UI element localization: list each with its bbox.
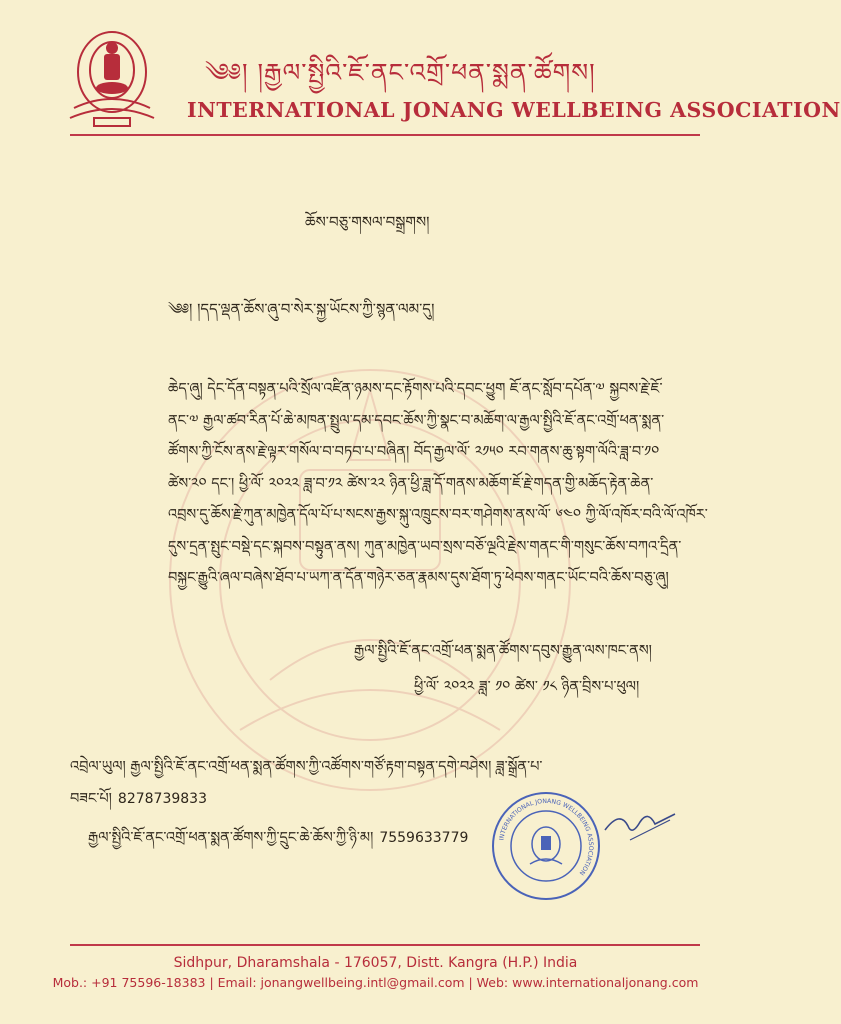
contact-line	[70, 782, 207, 823]
contact-line: འབྲེལ་ཡུལ། རྒྱལ་སྤྱིའི་ཇོ་ནང་འགྲོ་ཕན་སྨན་ཚོགས་ཀྱི་འཚོགས་གཙོ་རྟག་བསྟན་དགེ་བཤེས། ཟླ་སྒྲོན་པ་	[70, 759, 543, 775]
contact-line	[88, 821, 468, 862]
footer-contact: Mob.: +91 75596-18383 | Email: jonangwellbeing.intl@gmail.com | Web: www.internationaljonang.com	[52, 975, 699, 990]
signature-organization: རྒྱལ་སྤྱིའི་ཇོ་ནང་འགྲོ་ཕན་སྨན་ཚོགས་དབུས་རྒྱུན་ལས་ཁང་ནས།	[354, 643, 652, 659]
body-line: དུས་དྲན་སྤུང་བསྡེ་དང་སྐབས་བསྟུན་ནས། ཀུན་མཁྱེན་ཡབ་སྲས་བཅོ་ལྔའི་རྗེས་གནང་གི་གསུང་ཆོས་བཀའ་དྲིན་	[168, 538, 682, 555]
org-name-tibetan: ༄༅། །རྒྱལ་སྤྱིའི་ཇོ་ནང་འགྲོ་ཕན་སྨན་ཚོགས།	[205, 58, 596, 87]
signature-scribble	[600, 800, 680, 850]
letter-body	[168, 374, 728, 595]
body-line: ནང་༧ རྒྱལ་ཚབ་རིན་པོ་ཆེ་མཁན་སྤྲུལ་དམ་དབང་ཆོས་ཀྱི་སྣང་བ་མཆོག་ལ་རྒྱལ་སྤྱིའི་ཇོ་ནང་འགྲོ་ཕན་སྨན་	[168, 412, 665, 429]
official-stamp	[490, 790, 602, 902]
body-line: ཆེད་ཞུ། དེང་དོན་བསྟན་པའི་སྲོལ་འཛིན་ཉམས་དང་རྟོགས་པའི་དབང་ཕྱུག ཇོ་ནང་སློབ་དཔོན་༧ སྐྱབས་རྗེ་ཇོ་	[168, 381, 663, 397]
signature-date: ཕྱི་ལོ་ ༢༠༢༢ ཟླ་ ༡༠ ཚེས་ ༡༨ ཉིན་བྲིས་པ་ཕུལ།	[414, 679, 640, 695]
contact-name: བཟང་པོ།	[70, 791, 112, 807]
association-logo	[64, 26, 160, 130]
footer-divider	[70, 944, 700, 946]
footer-address: Sidhpur, Dharamshala - 176057, Distt. Kangra (H.P.) India	[173, 955, 578, 971]
body-line: འབྲས་དུ་ཆོས་རྗེ་ཀུན་མཁྱེན་དོལ་པོ་པ་སངས་རྒྱས་སྐུ་འཁྲུངས་བར་གཤེགས་ནས་ལོ་ ༦༤༠ ཀྱི་ལོ་འཁོར་བའི་ལོ་འཁོར་	[168, 507, 708, 523]
org-name-english: INTERNATIONAL JONANG WELLBEING ASSOCIATION	[187, 98, 841, 122]
contact-phone: 7559633779	[379, 830, 469, 846]
body-line: བསྐྱང་རྒྱུའི་ཞལ་བཞེས་ཐོབ་པ་ཡཀ་ན་དོན་གཉེར་ཅན་རྣམས་དུས་ཐོག་ཏུ་ཕེབས་གནང་ཡོང་བའི་ཆོས་བཅུ་ཞུ།	[168, 570, 669, 586]
letter-salutation: ༄༅། །དད་ལྡན་ཆོས་ཞུ་བ་སེར་སྐྱ་ཡོངས་ཀྱི་སྙན་ལམ་དུ།	[168, 300, 435, 318]
contact-phone: 8278739833	[117, 791, 207, 807]
body-line: ཚོགས་ཀྱི་ངོས་ནས་རྗེ་ལྟར་གསོལ་བ་བཏབ་པ་བཞིན། བོད་རྒྱལ་ལོ་ ༢༡༥༠ རབ་གནས་ཆུ་སྟག་ལོའི་ཟླ་བ་༡༠	[168, 444, 660, 460]
contact-name: རྒྱལ་སྤྱིའི་ཇོ་ནང་འགྲོ་ཕན་སྨན་ཚོགས་ཀྱི་དྲུང་ཆེ་ཆོས་ཀྱི་ཉི་མ།	[88, 830, 374, 846]
body-line: ཚེས་༢༠ དང་། ཕྱི་ལོ་ ༢༠༢༢ ཟླ་བ་༡༢ ཚེས་༢༢ ཉིན་ཕྱི་ཟླ་དོ་གནས་མཆོག་ཇོ་རྗེ་གདན་གྱི་མཆོད་རྟེན་ཆེན་	[168, 475, 654, 492]
stamp-ring-text: INTERNATIONAL JONANG WELLBEING ASSOCIATION	[498, 797, 595, 877]
letter-subject: ཆོས་བཅུ་གསལ་བསྒྲགས།	[305, 213, 430, 231]
header-divider	[70, 134, 700, 136]
